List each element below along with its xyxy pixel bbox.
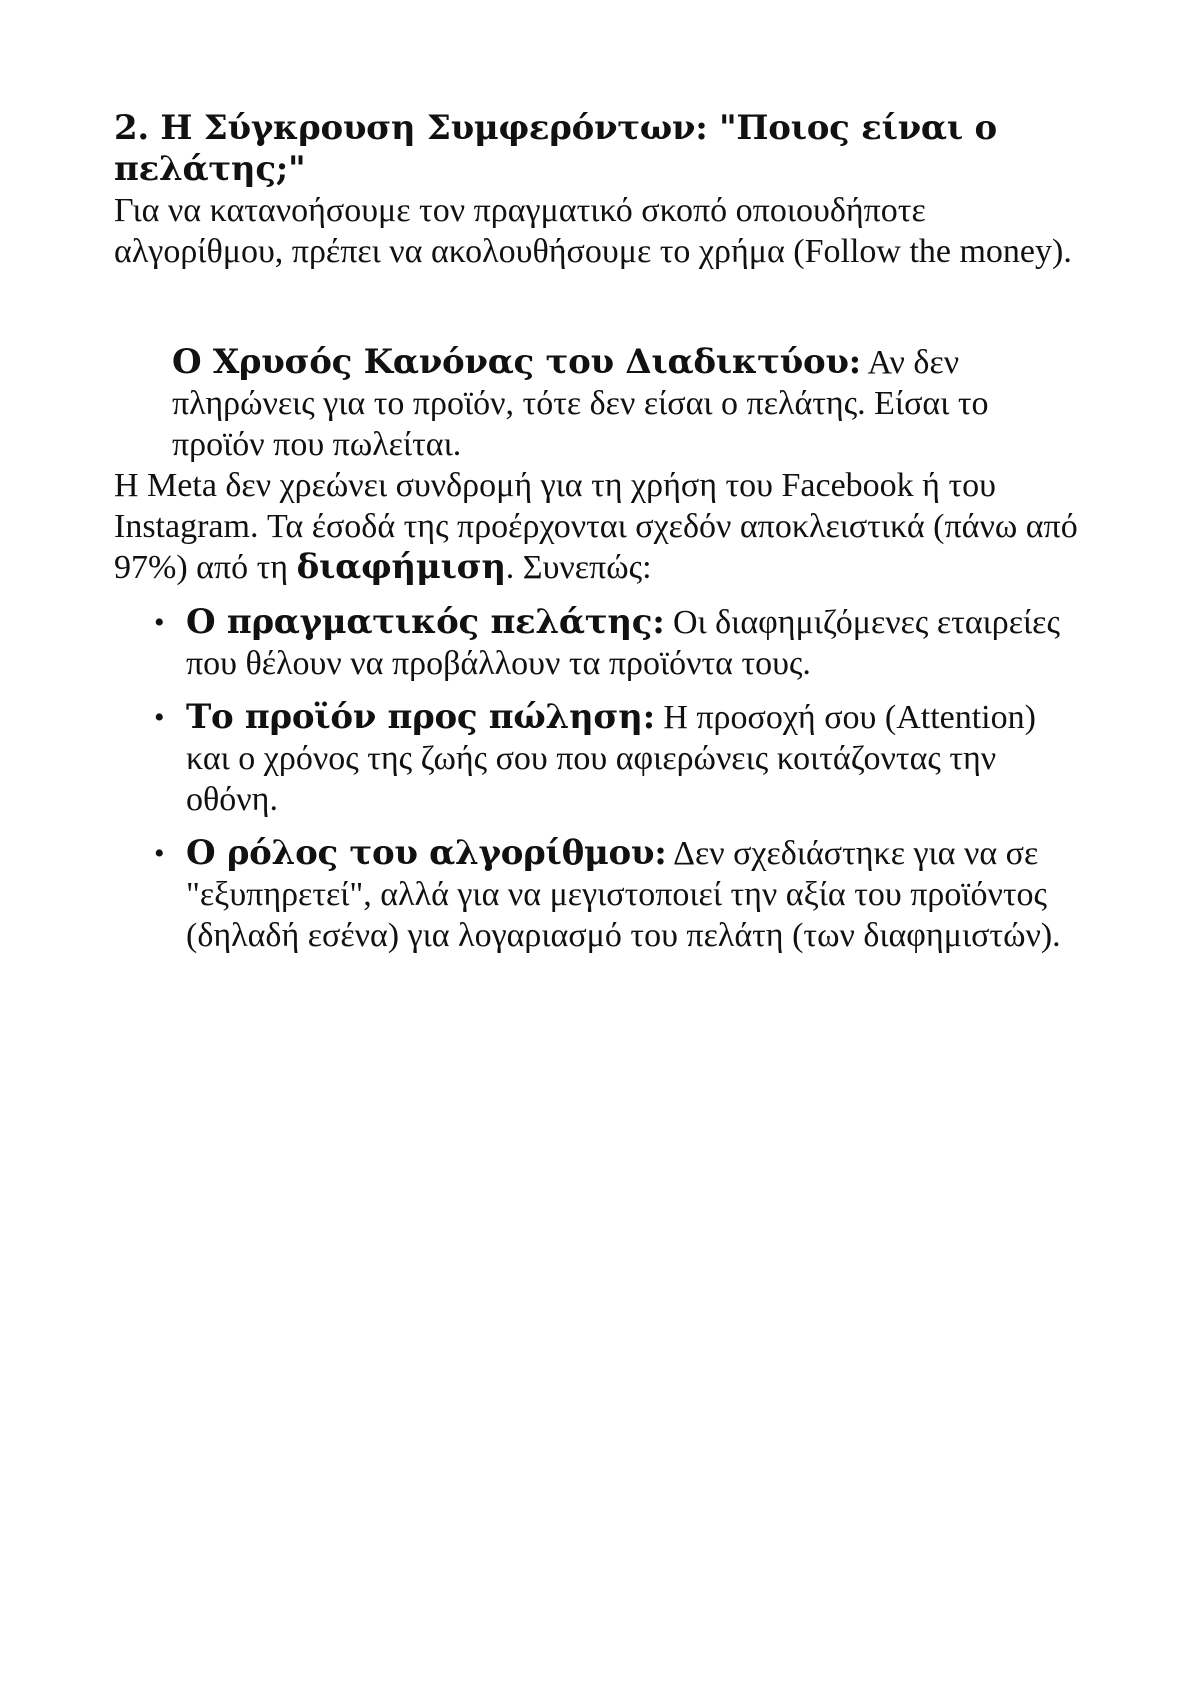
golden-rule-quote	[172, 342, 1084, 465]
document-page	[114, 108, 1084, 969]
section-heading: 2. Η Σύγκρουση Συμφερόντων: "Ποιος είναι ο πελάτης;"	[114, 108, 997, 189]
points-list	[114, 602, 1084, 956]
list-item	[114, 833, 1084, 956]
list-item-body: Οι διαφημιζόμενες εταιρείες που θέλουν να προβάλλουν τα προϊόντα τους.	[186, 604, 1060, 682]
list-item	[114, 602, 1084, 684]
meta-paragraph-tail: . Συνεπώς:	[505, 549, 652, 586]
intro-paragraph: Για να κατανοήσουμε τον πραγματικό σκοπό οποιουδήποτε αλγορίθμου, πρέπει να ακολουθήσουμε το χρήμα (Follow the money).	[114, 192, 1072, 270]
bullet-icon: •	[154, 606, 165, 639]
quote-body: Αν δεν πληρώνεις για το προϊόν, τότε δεν είσαι ο πελάτης. Είσαι το προϊόν που πωλείται.	[172, 344, 989, 463]
meta-paragraph	[114, 465, 1084, 588]
bullet-icon: •	[154, 837, 165, 870]
meta-paragraph-emphasis: διαφήμιση	[296, 547, 506, 587]
list-item-body: Δεν σχεδιάστηκε για να σε "εξυπηρετεί", αλλά για να μεγιστοποιεί την αξία του προϊόντος (δηλαδή εσένα) για λογαριασμό του πελάτη (των διαφημιστών).	[186, 835, 1061, 954]
list-item-lead: Ο πραγματικός πελάτης:	[186, 602, 665, 642]
list-item-lead: Το προϊόν προς πώληση:	[186, 697, 655, 737]
quote-lead: Ο Χρυσός Κανόνας του Διαδικτύου:	[172, 342, 861, 382]
list-item-body: Η προσοχή σου (Attention) και ο χρόνος της ζωής σου που αφιερώνεις κοιτάζοντας την οθόνη.	[186, 699, 1036, 818]
list-item-lead: Ο ρόλος του αλγορίθμου:	[186, 833, 667, 873]
list-item	[114, 697, 1084, 820]
meta-paragraph-text: Η Meta δεν χρεώνει συνδρομή για τη χρήση του Facebook ή του Instagram. Τα έσοδά της προέρχονται σχεδόν αποκλειστικά (πάνω από 97%) από τη	[114, 467, 1078, 586]
bullet-icon: •	[154, 701, 165, 734]
